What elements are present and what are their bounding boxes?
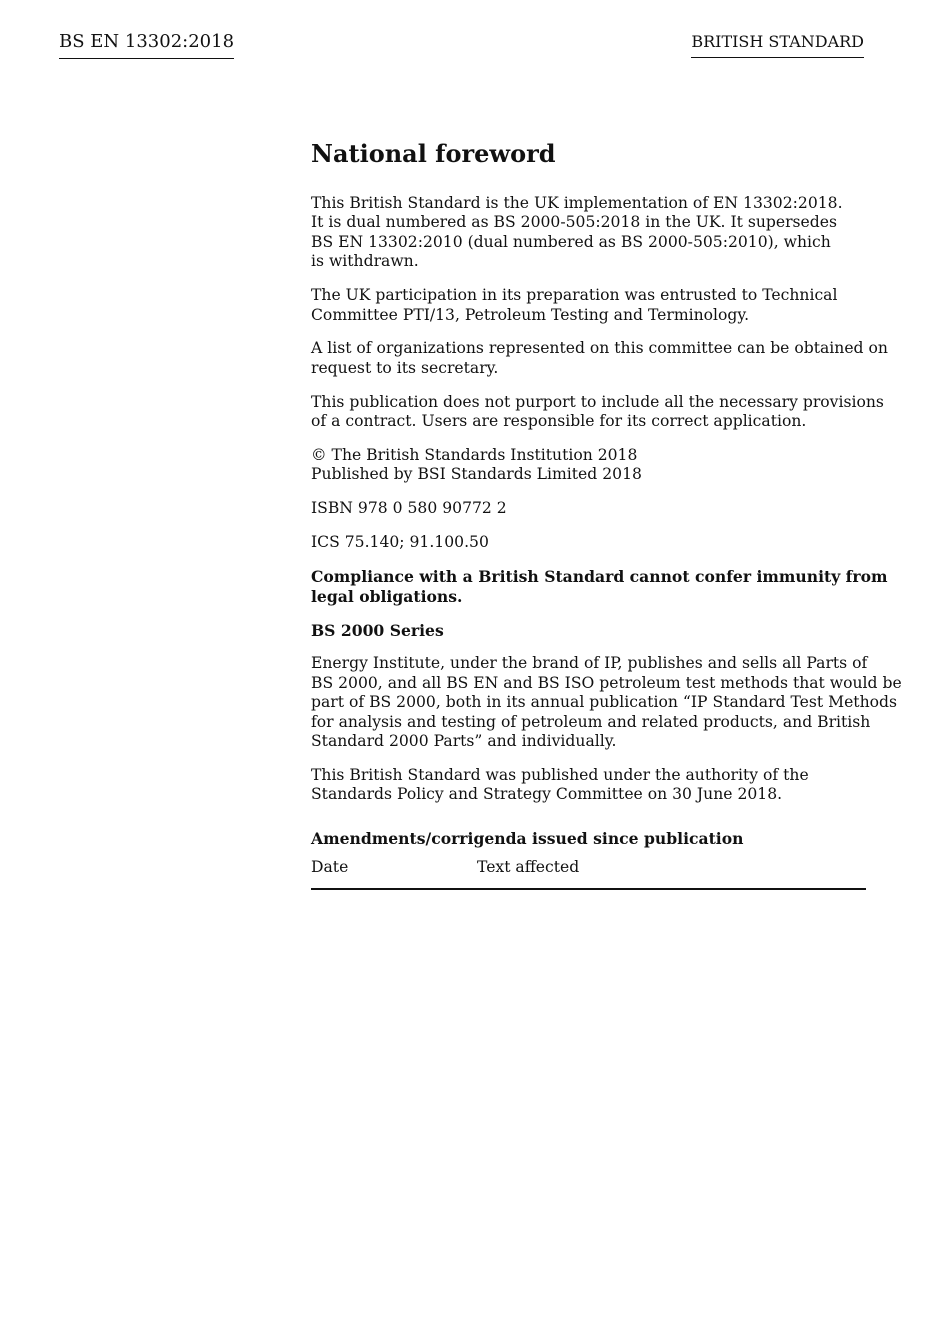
foreword-content	[311, 138, 902, 890]
text-line: This publication does not purport to include all the necessary provisions	[311, 392, 884, 411]
organizations-paragraph	[311, 339, 888, 378]
text-line: Published by BSI Standards Limited 2018	[311, 465, 642, 484]
text-line: It is dual numbered as BS 2000-505:2018 in the UK. It supersedes	[311, 213, 837, 232]
text-line: The UK participation in its preparation was entrusted to Technical	[311, 286, 838, 305]
energy-institute-paragraph	[311, 654, 902, 751]
text-line: A list of organizations represented on this committee can be obtained on	[311, 339, 888, 358]
participation-paragraph	[311, 286, 866, 325]
text-line: for analysis and testing of petroleum and related products, and British	[311, 712, 871, 731]
amendments-heading: Amendments/corrigenda issued since publication	[311, 828, 744, 848]
text-line: is withdrawn.	[311, 252, 419, 271]
text-line: Standards Policy and Strategy Committee on 30 June 2018.	[311, 785, 783, 804]
compliance-notice	[311, 567, 888, 606]
series-heading: BS 2000 Series	[311, 620, 444, 640]
text-line: part of BS 2000, both in its annual publication “IP Standard Test Methods	[311, 693, 897, 712]
text-line: Energy Institute, under the brand of IP, publishes and sells all Parts of	[311, 654, 868, 673]
text-line: BS EN 13302:2010 (dual numbered as BS 2000-505:2010), which	[311, 232, 831, 251]
isbn: ISBN 978 0 580 90772 2	[311, 499, 507, 518]
amendments-col-text: Text affected	[477, 858, 580, 877]
document-number: BS EN 13302:2018	[59, 30, 234, 59]
amendments-table	[311, 858, 866, 889]
text-line: legal obligations.	[311, 586, 463, 606]
text-line: This British Standard was published under the authority of the	[311, 765, 809, 784]
authority-paragraph	[311, 766, 866, 805]
text-line: BS 2000, and all BS EN and BS ISO petroleum test methods that would be	[311, 673, 902, 692]
text-line: of a contract. Users are responsible for its correct application.	[311, 412, 807, 431]
provisions-paragraph	[311, 392, 884, 432]
text-line: Standard 2000 Parts” and individually.	[311, 732, 617, 751]
text-line: request to its secretary.	[311, 358, 499, 377]
text-line: © The British Standards Institution 2018	[311, 446, 638, 465]
text-line: Compliance with a British Standard cannot confer immunity from	[311, 567, 888, 587]
text-line: This British Standard is the UK implementation of EN 13302:2018.	[311, 194, 843, 212]
text-line: Committee PTI/13, Petroleum Testing and Terminology.	[311, 305, 750, 324]
ics-codes: ICS 75.140; 91.100.50	[311, 533, 489, 552]
copyright-paragraph	[311, 446, 866, 485]
page-title: National foreword	[311, 139, 556, 168]
document-type-label: BRITISH STANDARD	[691, 31, 864, 58]
implementation-paragraph	[311, 194, 866, 272]
amendments-col-date: Date	[311, 858, 349, 877]
